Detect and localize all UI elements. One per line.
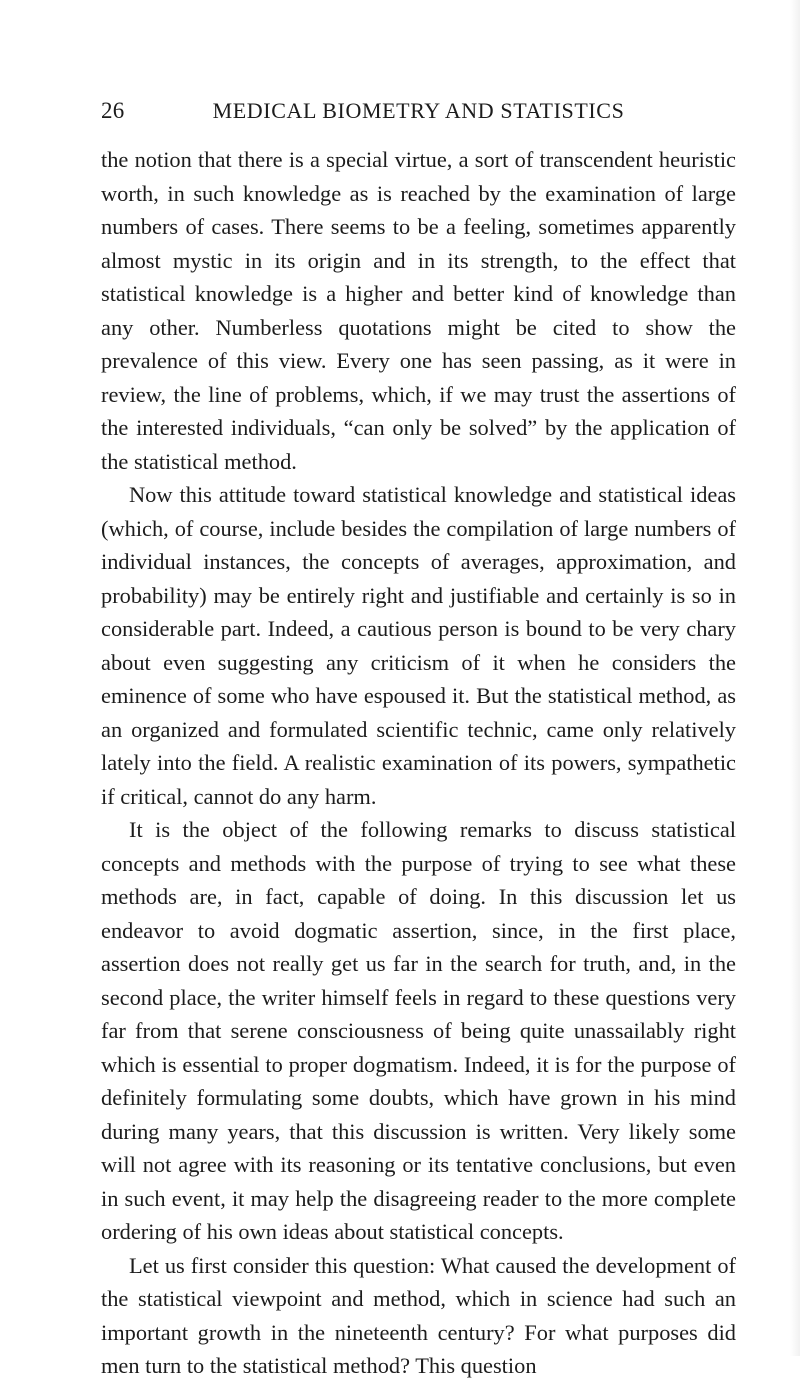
- paragraph: It is the object of the following remarks to discuss statistical concepts and methods with the purpose of trying to see what these methods are, in fact, capable of doing. In this discussion let us endeavor to avoid dogmatic assertion, since, in the first place, assertion does not really get us far in the search for truth, and, in the second place, the writer himself feels in regard to these questions very far from that serene consciousness of being quite unassailably right which is essential to proper dogmatism. Indeed, it is for the purpose of definitely formulating some doubts, which have grown in his mind during many years, that this discussion is written. Very likely some will not agree with its reasoning or its tentative conclusions, but even in such event, it may help the disagreeing reader to the more complete ordering of his own ideas about statistical concepts.: [101, 817, 736, 1244]
- paragraph: Now this attitude toward statistical knowledge and statistical ideas (which, of course, include besides the compilation of large numbers of individual instances, the concepts of averages, approximation, and probability) may be entirely right and justifiable and certainly is so in considerable part. Indeed, a cautious person is bound to be very chary about even suggesting any criticism of it when he considers the eminence of some who have espoused it. But the statistical method, as an organized and formulated scientific technic, came only relatively lately into the field. A realistic examination of its powers, sympathetic if critical, cannot do any harm.: [101, 482, 736, 809]
- running-title: MEDICAL BIOMETRY AND STATISTICS: [212, 98, 625, 123]
- running-head: [101, 93, 736, 129]
- text-body: [101, 143, 736, 1383]
- page-number: 26: [101, 98, 125, 123]
- paragraph: Let us first consider this question: What caused the development of the statistical viewpoint and method, which in science had such an important growth in the nineteenth century? For what purposes did men turn to the statistical method? This question: [101, 1252, 736, 1378]
- paragraph-continued: the notion that there is a special virtue, a sort of transcendent heuristic worth, in such knowledge as is reached by the examination of large numbers of cases. There seems to be a feeling, sometimes apparently almost mystic in its origin and in its strength, to the effect that statistical knowledge is a higher and better kind of knowledge than any other. Numberless quotations might be cited to show the prevalence of this view. Every one has seen passing, as it were in review, the line of problems, which, if we may trust the assertions of the interested individuals, “can only be solved” by the application of the statistical method.: [101, 147, 736, 474]
- page-edge-shadow: [790, 0, 800, 1356]
